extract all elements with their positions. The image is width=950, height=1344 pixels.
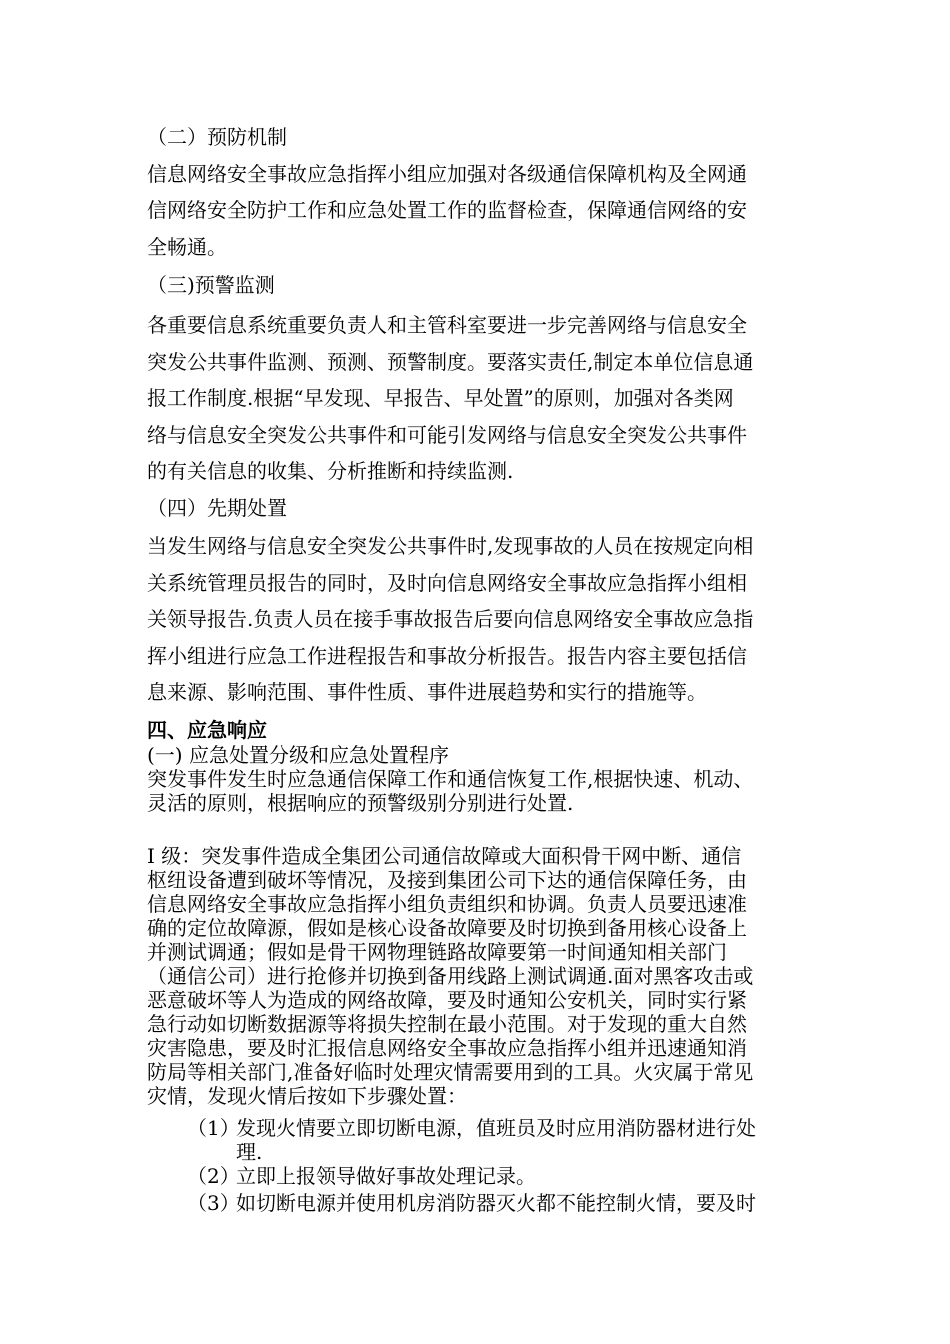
list-item-number: （3） — [187, 1191, 240, 1215]
paragraph-line: 络与信息安全突发公共事件和可能引发网络与信息安全突发公共事件 — [147, 423, 747, 447]
paragraph-line: 信息网络安全事故应急指挥小组应加强对各级通信保障机构及全网通 — [147, 162, 747, 186]
section-heading-response: 四、应急响应 — [147, 718, 267, 742]
paragraph-line: 急行动如切断数据源等将损失控制在最小范围。对于发现的重大自然 — [147, 1012, 747, 1036]
paragraph-line: 恶意破坏等人为造成的网络故障，要及时通知公安机关，同时实行紧 — [147, 988, 747, 1012]
paragraph-line: Ⅰ 级：突发事件造成全集团公司通信故障或大面积骨干网中断、通信 — [147, 844, 742, 868]
paragraph-line: 全畅通。 — [147, 235, 227, 259]
paragraph-line: 灵活的原则，根据响应的预警级别分别进行处置. — [147, 791, 574, 815]
paragraph-line: 报工作制度.根据“早发现、早报告、早处置”的原则，加强对各类网 — [147, 386, 734, 410]
paragraph-line: 信息网络安全事故应急指挥小组负责组织和协调。负责人员要迅速准 — [147, 892, 747, 916]
paragraph-line: 的有关信息的收集、分析推断和持续监测. — [147, 459, 514, 483]
paragraph-line: 灾害隐患，要及时汇报信息网络安全事故应急指挥小组并迅速通知消 — [147, 1036, 747, 1060]
paragraph-line: 信网络安全防护工作和应急处置工作的监督检查，保障通信网络的安 — [147, 198, 747, 222]
paragraph-line: 挥小组进行应急工作进程报告和事故分析报告。报告内容主要包括信 — [147, 644, 747, 668]
paragraph-line: 防局等相关部门,准备好临时处理灾情需要用到的工具。火灾属于常见 — [147, 1060, 754, 1084]
paragraph-line: 当发生网络与信息安全突发公共事件时,发现事故的人员在按规定向相 — [147, 534, 754, 558]
paragraph-line: 息来源、影响范围、事件性质、事件进展趋势和实行的措施等。 — [147, 680, 707, 704]
list-item-text: 发现火情要立即切断电源，值班员及时应用消防器材进行处 — [236, 1116, 756, 1140]
list-item-continuation: 理. — [236, 1140, 263, 1164]
paragraph-line: （通信公司）进行抢修并切换到备用线路上测试调通.面对黑客攻击或 — [147, 964, 754, 988]
paragraph-line: 确的定位故障源，假如是核心设备故障要及时切换到备用核心设备上 — [147, 916, 747, 940]
paragraph-line: 并测试调通；假如是骨干网物理链路故障要第一时间通知相关部门 — [147, 940, 727, 964]
section-heading-prevention: （二）预防机制 — [147, 125, 287, 149]
list-item-number: （1） — [187, 1116, 240, 1140]
list-item-text: 立即上报领导做好事故处理记录。 — [236, 1164, 536, 1188]
list-item-text: 如切断电源并使用机房消防器灭火都不能控制火情，要及时 — [236, 1191, 756, 1215]
subheading-grading: (一) 应急处置分级和应急处置程序 — [147, 743, 449, 767]
paragraph-line: 枢纽设备遭到破坏等情况，及接到集团公司下达的通信保障任务，由 — [147, 868, 747, 892]
paragraph-line: 关系统管理员报告的同时，及时向信息网络安全事故应急指挥小组相 — [147, 571, 747, 595]
list-item-number: （2） — [187, 1164, 240, 1188]
section-heading-monitoring: （三)预警监测 — [147, 273, 275, 297]
paragraph-line: 突发事件发生时应急通信保障工作和通信恢复工作,根据快速、机动、 — [147, 767, 754, 791]
paragraph-line: 各重要信息系统重要负责人和主管科室要进一步完善网络与信息安全 — [147, 313, 747, 337]
paragraph-line: 关领导报告.负责人员在接手事故报告后要向信息网络安全事故应急指 — [147, 607, 754, 631]
section-heading-initial: （四）先期处置 — [147, 496, 287, 520]
paragraph-line: 突发公共事件监测、预测、预警制度。要落实责任,制定本单位信息通 — [147, 350, 754, 374]
paragraph-line: 灾情，发现火情后按如下步骤处置： — [147, 1084, 467, 1108]
